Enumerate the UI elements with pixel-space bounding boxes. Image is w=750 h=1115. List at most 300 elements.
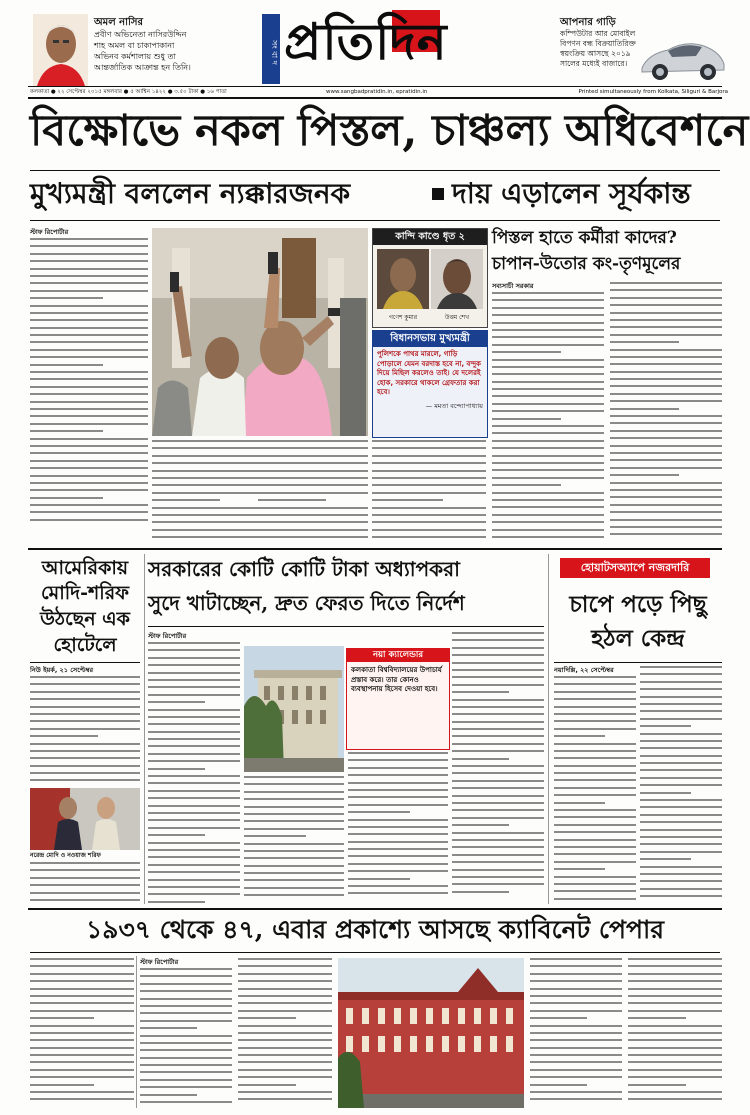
- lead-right-head-2[interactable]: চাপান-উতোর কং-তৃণমূলের: [492, 254, 681, 274]
- text-line: [244, 791, 344, 793]
- inset-caption-2: উত্তম শেখ: [444, 314, 470, 321]
- text-line: [148, 819, 240, 821]
- text-line: [554, 824, 636, 826]
- left-teaser-photo[interactable]: [33, 14, 88, 86]
- lead-right-head-1[interactable]: পিস্তল হাতে কর্মীরা কাদের?: [492, 228, 677, 248]
- left-teaser[interactable]: [94, 16, 236, 73]
- text-line: [238, 1076, 332, 1078]
- text-line: [30, 253, 148, 255]
- text-line: [610, 452, 722, 454]
- text-line: [238, 1002, 332, 1004]
- story2-head-rule: [30, 662, 140, 663]
- text-line: [452, 735, 544, 737]
- text-line: [628, 973, 722, 975]
- modi-sharif-photo[interactable]: [30, 788, 140, 850]
- story4-head-rule: [554, 662, 722, 663]
- text-line: [152, 484, 262, 486]
- text-line: [30, 899, 140, 901]
- text-line: [30, 297, 103, 299]
- text-line: [554, 750, 636, 752]
- text-line: [554, 728, 636, 730]
- text-line: [640, 688, 722, 690]
- text-line: [30, 772, 140, 774]
- text-line: [258, 477, 368, 479]
- text-line: [610, 504, 722, 506]
- text-line: [30, 1098, 134, 1100]
- text-line: [610, 326, 722, 328]
- masthead-top-rule: [28, 86, 722, 87]
- text-line: [30, 698, 140, 700]
- text-line: [610, 511, 722, 513]
- text-line: [244, 872, 344, 874]
- text-line: [30, 728, 140, 730]
- text-line: [452, 861, 544, 863]
- text-line: [140, 1042, 232, 1044]
- text-line: [372, 507, 486, 509]
- text-line: [640, 718, 722, 720]
- text-line: [30, 743, 140, 745]
- text-line: [492, 359, 604, 361]
- left-teaser-name: অমল নাসির: [94, 17, 143, 28]
- text-line: [640, 740, 722, 742]
- text-line: [640, 821, 722, 823]
- story4-dateline: নয়াদিল্লি, ২২ সেপ্টেম্বর: [554, 666, 614, 674]
- text-line: [238, 1025, 332, 1027]
- text-line: [530, 1039, 622, 1041]
- text-line: [348, 759, 448, 761]
- text-line: [30, 862, 140, 864]
- text-line: [554, 816, 636, 818]
- text-line: [492, 425, 604, 427]
- writers-building-photo[interactable]: [338, 958, 524, 1108]
- text-line: [492, 492, 604, 494]
- text-line: [30, 438, 148, 440]
- text-line: [244, 806, 344, 808]
- text-line: [30, 779, 140, 781]
- text-line: [148, 842, 240, 844]
- text-line: [492, 314, 604, 316]
- text-line: [554, 779, 636, 781]
- text-line: [238, 965, 332, 967]
- car-image[interactable]: [638, 30, 728, 85]
- text-line: [244, 835, 306, 837]
- lead-photo-protest[interactable]: [152, 228, 368, 436]
- text-line: [148, 805, 240, 807]
- text-line: [452, 780, 544, 782]
- text-line: [452, 699, 544, 701]
- text-line: [152, 507, 262, 509]
- text-line: [530, 1084, 587, 1086]
- text-line: [30, 735, 98, 737]
- kandi-inset[interactable]: [372, 228, 488, 328]
- text-line: [30, 892, 140, 894]
- text-line: [30, 305, 148, 307]
- text-line: [492, 447, 604, 449]
- text-line: [554, 839, 636, 841]
- text-line: [610, 363, 722, 365]
- text-line: [152, 521, 262, 523]
- text-line: [640, 755, 722, 757]
- story2-kicker[interactable]: আমেরিকায়: [41, 557, 129, 579]
- story4-column-1: [554, 666, 636, 904]
- text-line: [610, 459, 722, 461]
- text-line: [348, 774, 448, 776]
- text-line: [452, 750, 544, 752]
- masthead-logo[interactable]: প্রতিদিন: [284, 12, 448, 71]
- text-line: [628, 995, 722, 997]
- text-line: [628, 1017, 686, 1019]
- text-line: [452, 876, 544, 878]
- text-line: [30, 312, 148, 314]
- text-line: [610, 474, 679, 476]
- text-line: [148, 901, 205, 903]
- text-line: [610, 445, 722, 447]
- text-line: [610, 282, 722, 284]
- text-line: [348, 855, 448, 857]
- body-text: [30, 676, 140, 784]
- lead-mid-column-1: [152, 440, 262, 544]
- text-line: [140, 998, 232, 1000]
- quote-text: পুলিশকে পাথর মারলে, গাড়ি পোড়ালে যেমন বরদাস্ত হবে না, বন্দুক দিয়ে মিছিল করলেও তাই। যে দলেরই হোক, সরকারে থাকলে গ্রেফতার করা হবে।: [377, 350, 481, 396]
- text-line: [640, 673, 722, 675]
- story5-column-1: [140, 958, 232, 1108]
- body-text: [30, 862, 140, 904]
- text-line: [452, 647, 544, 649]
- lead-subhead-left[interactable]: মুখ্যমন্ত্রী বললেন ন্যক্কারজনক: [30, 177, 351, 210]
- text-line: [554, 831, 636, 833]
- body-text: [30, 958, 134, 1108]
- text-line: [258, 462, 368, 464]
- text-line: [610, 408, 679, 410]
- text-line: [640, 829, 722, 831]
- text-line: [530, 1061, 622, 1063]
- text-line: [30, 1076, 134, 1078]
- story5-column-3: [530, 958, 622, 1108]
- text-line: [610, 341, 679, 343]
- text-line: [492, 373, 604, 375]
- text-line: [30, 415, 148, 417]
- text-line: [452, 662, 544, 664]
- right-teaser-title: আপনার গাড়ি: [560, 17, 616, 28]
- lead-mid-column-3: [372, 440, 486, 544]
- text-line: [372, 484, 486, 486]
- text-line: [452, 713, 544, 715]
- text-line: [492, 514, 604, 516]
- text-line: [348, 767, 448, 769]
- text-line: [258, 470, 368, 472]
- text-line: [530, 1091, 622, 1093]
- text-line: [348, 885, 448, 887]
- text-line: [492, 381, 604, 383]
- text-line: [530, 1002, 622, 1004]
- story3-headline-1[interactable]: সরকারের কোটি কোটি টাকা অধ্যাপকরা: [148, 557, 460, 581]
- left-teaser-line: প্রবীণ অভিনেতা নাসিরউদ্দিন: [94, 30, 187, 39]
- section-divider-2: [28, 908, 722, 910]
- text-line: [140, 1035, 232, 1037]
- text-line: [640, 681, 722, 683]
- text-line: [152, 536, 262, 538]
- text-line: [492, 410, 604, 412]
- text-line: [628, 1047, 722, 1049]
- text-line: [554, 846, 636, 848]
- body-text: [610, 282, 722, 544]
- text-line: [610, 378, 722, 380]
- text-line: [30, 341, 148, 343]
- university-photo[interactable]: [244, 646, 344, 772]
- text-line: [554, 861, 636, 863]
- text-line: [610, 393, 722, 395]
- cm-quote-box[interactable]: [372, 330, 488, 438]
- text-line: [452, 639, 544, 641]
- story2-dateline: নিউ ইয়র্ক, ২১ সেপ্টেম্বর: [30, 666, 94, 674]
- text-line: [238, 1010, 332, 1012]
- text-line: [452, 691, 509, 693]
- text-line: [492, 536, 604, 538]
- story2-headline[interactable]: মোদি-শরিফ উঠছেন এক হোটেলে: [40, 582, 130, 656]
- text-line: [640, 799, 722, 801]
- text-line: [148, 745, 240, 747]
- text-line: [148, 657, 240, 659]
- story3-byline: স্টাফ রিপোর্টার: [148, 632, 187, 640]
- text-line: [348, 863, 448, 865]
- text-line: [258, 484, 368, 486]
- text-line: [30, 676, 140, 678]
- text-line: [148, 849, 240, 851]
- quote-box-title: বিধানসভায় মুখ্যমন্ত্রী: [373, 331, 487, 347]
- lead-headline[interactable]: বিক্ষোভে নকল পিস্তল, চাঞ্চল্য অধিবেশনে: [30, 106, 749, 156]
- text-line: [30, 327, 148, 329]
- body-text: [492, 292, 604, 544]
- text-line: [492, 477, 604, 479]
- body-text: [148, 642, 240, 904]
- text-line: [452, 721, 544, 723]
- text-line: [554, 698, 636, 700]
- right-teaser-line: সালের মধ্যেই বাজারে।: [560, 59, 628, 68]
- text-line: [148, 753, 240, 755]
- text-line: [530, 1032, 622, 1034]
- text-line: [610, 371, 722, 373]
- inset-photo-2[interactable]: [431, 249, 483, 309]
- text-line: [554, 890, 636, 892]
- text-line: [628, 1039, 722, 1041]
- lead-headline-rule: [30, 170, 720, 171]
- text-line: [30, 1091, 134, 1093]
- text-line: [30, 988, 134, 990]
- text-line: [610, 400, 722, 402]
- text-line: [30, 973, 134, 975]
- text-line: [238, 1084, 296, 1086]
- text-line: [148, 812, 240, 814]
- text-line: [348, 789, 448, 791]
- text-line: [30, 720, 140, 722]
- text-line: [148, 694, 240, 696]
- text-line: [452, 765, 544, 767]
- new-calendar-box[interactable]: [346, 648, 450, 750]
- text-line: [554, 802, 605, 804]
- text-line: [452, 706, 544, 708]
- text-line: [30, 1061, 134, 1063]
- text-line: [30, 1084, 94, 1086]
- text-line: [492, 521, 604, 523]
- text-line: [372, 536, 486, 538]
- text-line: [238, 1047, 332, 1049]
- left-teaser-line: আন্তর্জাতিক আক্রান্ত হন তিনি।: [94, 63, 191, 72]
- text-line: [452, 684, 544, 686]
- text-line: [152, 440, 262, 442]
- text-line: [452, 743, 544, 745]
- text-line: [452, 787, 544, 789]
- lead-right-column-1: [492, 282, 604, 544]
- text-line: [238, 980, 332, 982]
- text-line: [30, 706, 140, 708]
- text-line: [244, 887, 344, 889]
- text-line: [238, 973, 332, 975]
- lead-right-column-2: [610, 282, 722, 544]
- text-line: [30, 334, 148, 336]
- text-line: [610, 319, 722, 321]
- text-line: [30, 445, 148, 447]
- text-line: [148, 760, 240, 762]
- text-line: [554, 713, 636, 715]
- text-line: [148, 709, 240, 711]
- text-line: [148, 716, 240, 718]
- body-text: [238, 958, 332, 1108]
- left-teaser-line: অভিনব কর্মশালায় শুধু তা: [94, 52, 176, 61]
- text-line: [452, 728, 544, 730]
- text-line: [348, 870, 448, 872]
- text-line: [148, 893, 240, 895]
- story4-headline[interactable]: চাপে পড়ে পিছু হঠল কেন্দ্র: [569, 591, 707, 652]
- section-divider-1: [28, 548, 722, 550]
- text-line: [640, 806, 722, 808]
- text-line: [452, 654, 544, 656]
- inset-caption-1: গণেশ কুমার: [389, 314, 417, 321]
- modi-sharif-caption: নরেন্দ্র মোদি ও নওয়াজ শরিফ: [30, 852, 101, 859]
- text-line: [148, 856, 240, 858]
- text-line: [554, 883, 636, 885]
- text-line: [554, 691, 636, 693]
- brand-prefix-badge: [262, 14, 280, 84]
- text-line: [148, 768, 205, 770]
- text-line: [140, 1101, 232, 1103]
- text-line: [628, 1069, 722, 1071]
- text-line: [492, 395, 604, 397]
- text-line: [492, 440, 604, 442]
- text-line: [244, 813, 344, 815]
- story5-headline[interactable]: ১৯৩৭ থেকে ৪৭, এবার প্রকাশ্যে আসছে ক্যাবিনেট পেপার: [86, 915, 664, 944]
- text-line: [244, 828, 344, 830]
- text-line: [640, 888, 722, 890]
- text-line: [452, 832, 544, 834]
- text-line: [554, 853, 636, 855]
- text-line: [372, 492, 486, 494]
- text-line: [348, 833, 448, 835]
- text-line: [238, 1039, 332, 1041]
- text-line: [610, 289, 722, 291]
- text-line: [610, 533, 722, 535]
- right-teaser-line: কম্পিউটার আর মোবাইল: [560, 29, 636, 38]
- text-line: [238, 1032, 332, 1034]
- text-line: [348, 796, 448, 798]
- story3-headline-2[interactable]: সুদে খাটাচ্ছেন, দ্রুত ফেরত দিতে নির্দেশ: [148, 591, 465, 615]
- text-line: [148, 738, 240, 740]
- text-line: [348, 848, 448, 850]
- text-line: [30, 877, 140, 879]
- text-line: [492, 344, 604, 346]
- story2-column: [30, 666, 140, 784]
- text-line: [30, 482, 148, 484]
- text-line: [530, 965, 622, 967]
- story4-kicker[interactable]: হোয়াটসঅ্যাপে নজরদারি: [560, 558, 710, 578]
- brand-prefix: সং বা দ: [270, 39, 279, 65]
- website[interactable]: www.sangbadpratidin.in, epratidin.in: [326, 89, 428, 95]
- text-line: [30, 884, 140, 886]
- text-line: [238, 1054, 332, 1056]
- text-line: [30, 401, 148, 403]
- body-text: [554, 676, 636, 904]
- text-line: [140, 1005, 232, 1007]
- text-line: [30, 378, 148, 380]
- inset-photo-1[interactable]: [377, 249, 429, 309]
- text-line: [148, 701, 205, 703]
- text-line: [554, 757, 636, 759]
- text-line: [640, 843, 722, 845]
- text-line: [640, 762, 722, 764]
- text-line: [258, 447, 368, 449]
- text-line: [238, 988, 332, 990]
- lead-subhead-right[interactable]: দায় এড়ালেন সূর্যকান্ত: [452, 177, 691, 210]
- text-line: [530, 1076, 622, 1078]
- body-text: [348, 752, 448, 904]
- lead-left-column: [30, 228, 148, 543]
- text-line: [640, 769, 722, 771]
- col-divider: [136, 956, 137, 1108]
- text-line: [30, 958, 134, 960]
- text-line: [148, 679, 240, 681]
- story4-column-2: [640, 666, 722, 904]
- text-line: [348, 804, 448, 806]
- story5-column-2: [238, 958, 332, 1108]
- text-line: [610, 430, 722, 432]
- text-line: [148, 871, 240, 873]
- text-line: [554, 735, 605, 737]
- text-line: [640, 784, 722, 786]
- text-line: [628, 1098, 722, 1100]
- text-line: [30, 995, 134, 997]
- text-line: [30, 1025, 134, 1027]
- text-line: [554, 794, 636, 796]
- dateline: কলকাতা ● ২২ সেপ্টেম্বর ২০১৫ মঙ্গলবার ● ৫ আশ্বিন ১৪২২ ● ৩.৫০ টাকা ● ১৬ পাতা: [30, 89, 227, 95]
- text-line: [628, 1010, 722, 1012]
- text-line: [30, 1002, 134, 1004]
- text-line: [452, 795, 544, 797]
- body-text: [452, 632, 544, 904]
- text-line: [452, 676, 544, 678]
- text-line: [244, 843, 344, 845]
- text-line: [140, 1086, 232, 1088]
- text-line: [30, 467, 148, 469]
- text-line: [30, 245, 148, 247]
- text-line: [140, 1049, 232, 1051]
- text-line: [628, 1032, 722, 1034]
- text-line: [140, 1020, 232, 1022]
- text-line: [610, 437, 722, 439]
- text-line: [258, 507, 368, 509]
- text-line: [492, 418, 561, 420]
- text-line: [238, 995, 332, 997]
- text-line: [30, 869, 140, 871]
- text-line: [30, 260, 148, 262]
